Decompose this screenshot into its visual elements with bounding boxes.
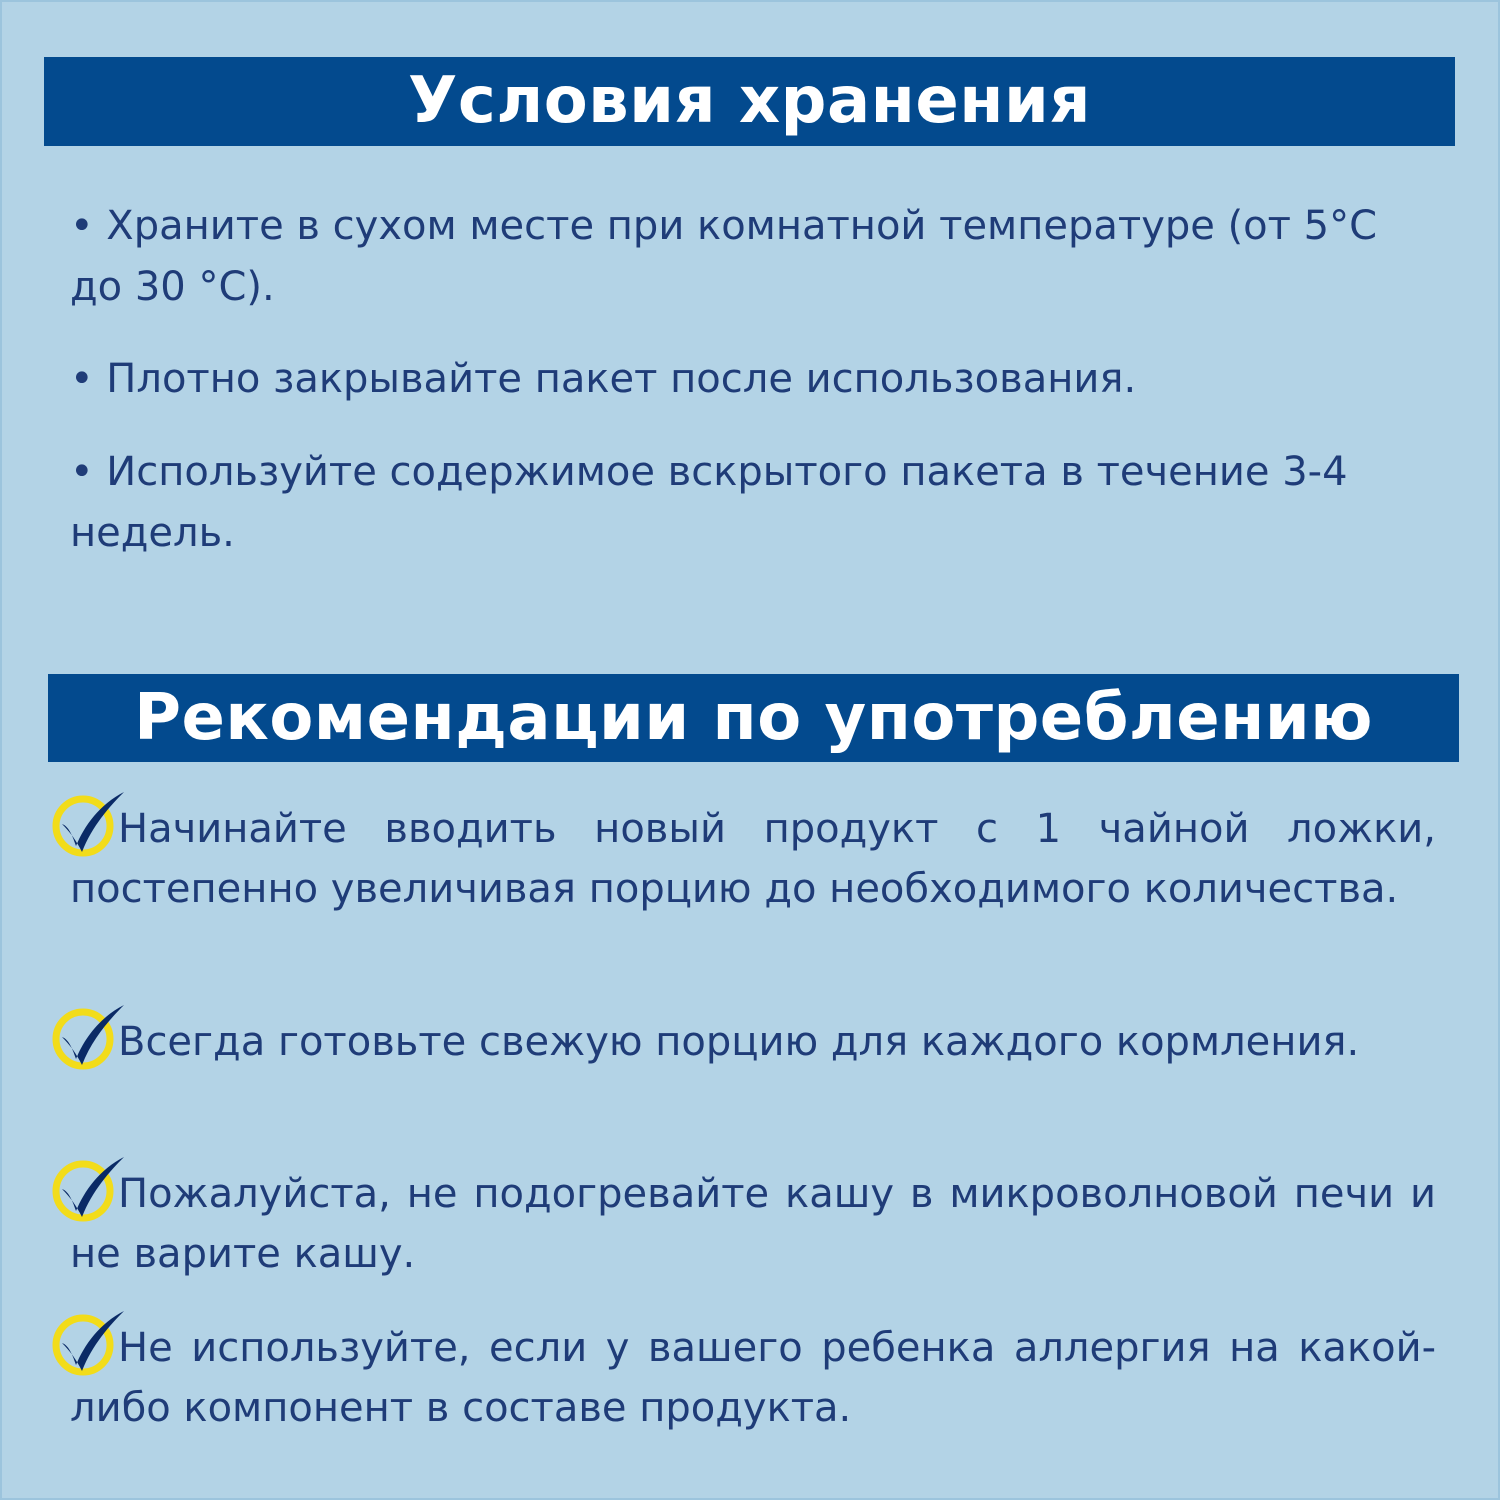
usage-title-banner [48,674,1459,762]
usage-item-text: Всегда готовьте свежую порцию для каждого кормления. [118,1019,1360,1065]
check-circle-icon [50,1011,112,1061]
check-circle-icon [50,1317,112,1367]
storage-item: • Плотно закрывайте пакет после использования. [70,356,1137,402]
usage-item [70,1011,1436,1072]
storage-item: • Используйте содержимое вскрытого пакета в течение 3-4 недель. [70,449,1348,556]
usage-item [70,798,1436,919]
storage-title-banner [44,57,1455,146]
usage-item [70,1163,1436,1284]
usage-item-text: Пожалуйста, не подогревайте кашу в микроволновой печи и не варите кашу. [70,1171,1436,1277]
usage-item-text: Начинайте вводить новый продукт с 1 чайной ложки, постепенно увеличивая порцию до необходимого количества. [70,806,1436,912]
storage-item: • Храните в сухом месте при комнатной температуре (от 5°С до 30 °С). [70,203,1378,310]
storage-title: Условия хранения [408,64,1091,138]
check-circle-icon [50,1163,112,1213]
usage-item-text: Не используйте, если у вашего ребенка аллергия на какой-либо компонент в составе продукта. [70,1325,1436,1431]
usage-title: Рекомендации по употреблению [134,681,1373,755]
check-circle-icon [50,798,112,848]
usage-item [70,1317,1436,1438]
